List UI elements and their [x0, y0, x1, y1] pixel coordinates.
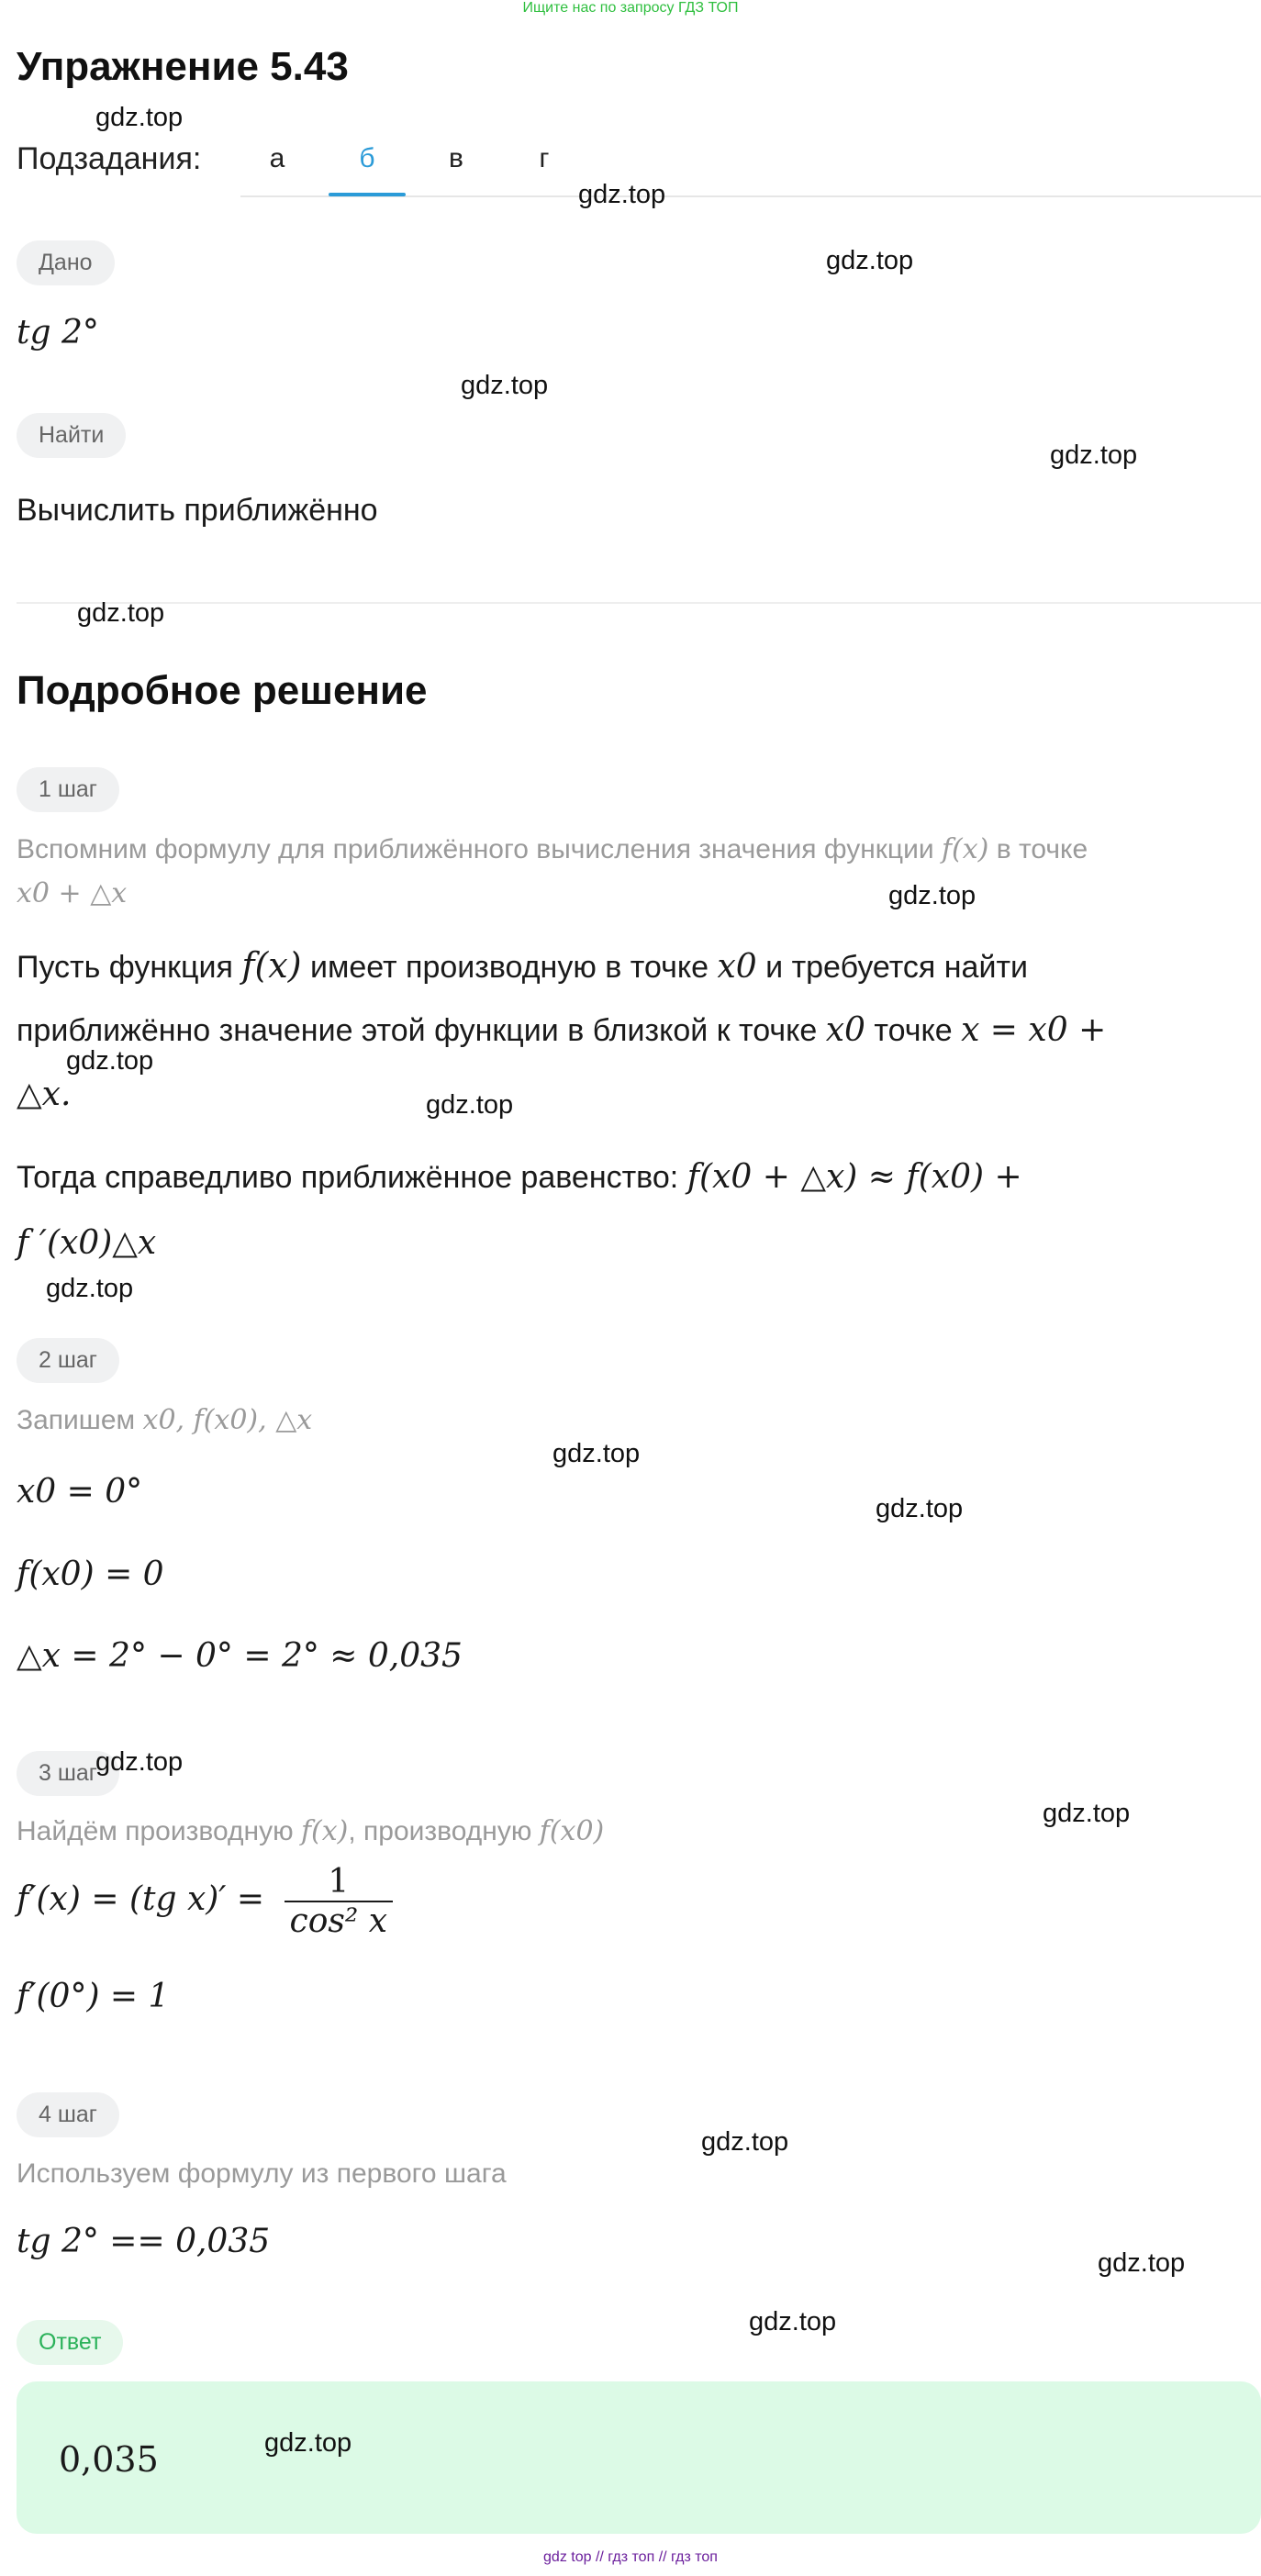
step-1-p1-a: Пусть функция: [17, 950, 233, 985]
step-1-p4-eq: f(x0 + △x) ≈ f(x0) +: [686, 1158, 1022, 1196]
step-2-line-2: f(x0) = 0: [17, 1556, 164, 1593]
given-value: tg 2°: [17, 314, 99, 351]
step-2-line-3: △x = 2° − 0° = 2° ≈ 0,035: [17, 1637, 463, 1675]
watermark: gdz.top: [1043, 1799, 1131, 1828]
step-1-paragraph-2: [17, 1011, 1106, 1049]
step-1-hint-text-a: Вспомним формулу для приближённого вычисления значения функции: [17, 834, 934, 864]
step-3-fraction-numerator: 1: [328, 1863, 350, 1901]
step-2-hint-vars: x0, f(x0), △x: [142, 1404, 313, 1436]
step-2-hint-text: Запишем: [17, 1405, 136, 1435]
step-1-paragraph-4: [17, 1158, 1022, 1196]
tab-b[interactable]: б: [359, 143, 375, 173]
step-1-p2-eq: x = x0 +: [961, 1011, 1107, 1049]
solution-title: Подробное решение: [17, 668, 428, 713]
watermark: gdz.top: [749, 2307, 837, 2336]
page-title: Упражнение 5.43: [17, 44, 349, 89]
answer-value: 0,035: [59, 2439, 159, 2480]
watermark: gdz.top: [77, 598, 165, 628]
answer-badge: Ответ: [17, 2320, 123, 2365]
step-1-p1-fx: f(x): [241, 945, 302, 986]
step-1-hint-fx: f(x): [941, 833, 989, 865]
watermark: gdz.top: [888, 881, 976, 910]
step-3-hint-b: , производную: [348, 1816, 532, 1846]
step-1-p1-x0: x0: [717, 948, 757, 986]
step-3-line-1: [17, 1863, 393, 1940]
step-3-line-2: f′(0°) = 1: [17, 1978, 170, 2015]
watermark: gdz.top: [95, 103, 184, 132]
step-2-hint: [17, 1404, 312, 1436]
watermark: gdz.top: [95, 1747, 184, 1777]
step-3-hint-fx: f(x): [300, 1815, 349, 1847]
watermark: gdz.top: [1098, 2248, 1186, 2278]
step-3-hint-a: Найдём производную: [17, 1816, 294, 1846]
step-1-paragraph-1: [17, 945, 1028, 986]
watermark: gdz.top: [1050, 440, 1138, 470]
top-banner[interactable]: Ищите нас по запросу ГДЗ ТОП: [522, 0, 739, 16]
step-1-hint-point: x0 + △x: [17, 877, 128, 909]
watermark: gdz.top: [264, 2428, 352, 2458]
step-1-p3: △x.: [17, 1076, 72, 1113]
active-tab-indicator: [329, 193, 406, 196]
watermark: gdz.top: [66, 1046, 154, 1076]
footer-links[interactable]: gdz top // гдз топ // гдз топ: [543, 2549, 718, 2565]
step-1-p2-b: точке: [874, 1013, 953, 1048]
step-1-p4-a: Тогда справедливо приближённое равенство:: [17, 1160, 679, 1195]
step-1-hint-text-b: в точке: [996, 834, 1088, 864]
find-value: Вычислить приближённо: [17, 493, 378, 528]
tab-a[interactable]: а: [269, 143, 285, 173]
subtasks-label: Подзадания:: [17, 141, 202, 176]
watermark: gdz.top: [876, 1494, 964, 1523]
answer-box: [17, 2381, 1261, 2534]
watermark: gdz.top: [46, 1274, 134, 1303]
watermark: gdz.top: [552, 1439, 641, 1468]
step-3-fraction: [285, 1863, 394, 1940]
step-1-p5: f ′(x0)△x: [17, 1224, 157, 1262]
watermark: gdz.top: [826, 246, 914, 275]
step-2-badge: 2 шаг: [17, 1338, 119, 1383]
given-badge: Дано: [17, 240, 115, 285]
step-3-fraction-denominator: cos² x: [285, 1901, 394, 1940]
step-3-line-1-lhs: f′(x) = (tg x)′ =: [17, 1880, 265, 1918]
watermark: gdz.top: [426, 1090, 514, 1120]
step-3-badge: 3 шаг: [17, 1751, 119, 1796]
step-3-hint-fx0: f(x0): [539, 1815, 605, 1847]
find-badge: Найти: [17, 413, 126, 458]
step-1-badge: 1 шаг: [17, 767, 119, 812]
step-4-line-1: tg 2° == 0,035: [17, 2223, 271, 2260]
step-1-hint: [17, 833, 1088, 865]
watermark: gdz.top: [461, 371, 549, 400]
step-4-badge: 4 шаг: [17, 2092, 119, 2137]
divider: [17, 602, 1261, 604]
step-1-p1-b: имеет производную в точке: [309, 950, 709, 985]
step-3-hint: [17, 1815, 604, 1847]
tab-g[interactable]: г: [539, 143, 550, 173]
tab-v[interactable]: в: [449, 143, 463, 173]
step-1-p2-x0: x0: [825, 1011, 865, 1049]
watermark: gdz.top: [701, 2127, 789, 2157]
step-1-p1-c: и требуется найти: [765, 950, 1029, 985]
step-1-p2-a: приближённо значение этой функции в близкой к точке: [17, 1013, 818, 1048]
step-2-line-1: x0 = 0°: [17, 1473, 143, 1511]
watermark: gdz.top: [578, 180, 666, 209]
step-4-hint: Используем формулу из первого шага: [17, 2158, 507, 2189]
